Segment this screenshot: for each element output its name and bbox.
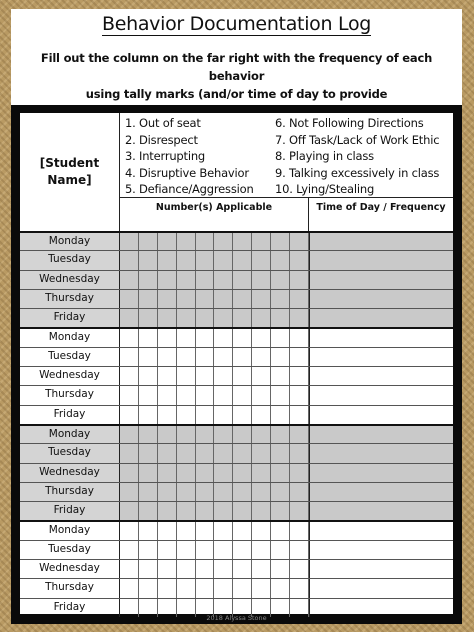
day-row [20,424,453,443]
copyright-footer: 2018 Alyssa Stone [206,614,267,622]
behavior-number-cell[interactable] [158,579,177,597]
day-label: Tuesday [20,541,120,559]
behavior-number-cell[interactable] [252,233,271,250]
behavior-item: 10. Lying/Stealing [275,182,375,196]
behavior-number-cell[interactable] [214,541,233,559]
behavior-number-cell[interactable] [271,406,290,424]
behavior-number-cell[interactable] [158,329,177,346]
numbers-applicable-header: Number(s) Applicable [120,198,309,231]
behavior-number-cell[interactable] [139,367,158,385]
behavior-number-cell[interactable] [233,579,252,597]
behavior-number-cell[interactable] [196,426,215,443]
behavior-number-cell[interactable] [271,290,290,308]
behavior-number-cell[interactable] [139,426,158,443]
behavior-number-cell[interactable] [252,541,271,559]
time-frequency-cell[interactable] [309,522,453,539]
behavior-number-cell[interactable] [196,367,215,385]
behavior-number-cell[interactable] [271,348,290,366]
day-row [20,559,453,578]
student-label-line: Name] [47,173,92,187]
time-frequency-cell[interactable] [309,464,453,482]
behavior-number-cell[interactable] [177,386,196,404]
behavior-number-cell[interactable] [196,579,215,597]
behavior-number-cell[interactable] [158,541,177,559]
behavior-number-cell[interactable] [252,579,271,597]
behavior-item: 6. Not Following Directions [275,116,424,130]
behavior-number-cell[interactable] [252,251,271,269]
behavior-number-cell[interactable] [290,560,309,578]
day-row [20,578,453,597]
behavior-number-cell[interactable] [214,329,233,346]
behavior-number-cell[interactable] [120,233,139,250]
behavior-number-cell[interactable] [252,502,271,520]
day-label: Thursday [20,386,120,404]
behavior-number-cell[interactable] [158,348,177,366]
behavior-number-cell[interactable] [120,426,139,443]
behavior-item: 2. Disrespect [125,132,198,147]
behavior-number-cell[interactable] [158,560,177,578]
behavior-number-cell[interactable] [139,522,158,539]
behavior-number-cell[interactable] [139,290,158,308]
behavior-number-cell[interactable] [177,367,196,385]
day-label: Monday [20,426,120,443]
behavior-number-cell[interactable] [158,406,177,424]
behavior-number-cell[interactable] [290,271,309,289]
day-label: Wednesday [20,271,120,289]
behavior-number-cell[interactable] [233,233,252,250]
behavior-number-cell[interactable] [177,464,196,482]
behavior-number-cell[interactable] [233,309,252,327]
day-label: Friday [20,599,120,617]
behavior-number-cell[interactable] [290,348,309,366]
behavior-number-cell[interactable] [196,251,215,269]
behavior-number-cell[interactable] [214,502,233,520]
behavior-number-cell[interactable] [120,386,139,404]
behavior-number-cell[interactable] [158,290,177,308]
day-label: Tuesday [20,348,120,366]
day-row [20,482,453,501]
behavior-number-cell[interactable] [252,483,271,501]
student-label-line: [Student [39,156,100,170]
day-label: Tuesday [20,251,120,269]
behavior-number-cell[interactable] [252,348,271,366]
behavior-number-cell[interactable] [120,541,139,559]
behavior-number-cell[interactable] [271,483,290,501]
behavior-number-cell[interactable] [252,444,271,462]
behavior-number-cell[interactable] [158,271,177,289]
behavior-number-cell[interactable] [271,541,290,559]
behavior-number-cell[interactable] [120,367,139,385]
time-frequency-cell[interactable] [309,579,453,597]
time-frequency-cell[interactable] [309,251,453,269]
behavior-number-cell[interactable] [233,444,252,462]
behavior-number-cell[interactable] [139,271,158,289]
behavior-number-cell[interactable] [196,386,215,404]
behavior-number-cell[interactable] [271,464,290,482]
behavior-number-cell[interactable] [233,406,252,424]
behavior-number-cell[interactable] [290,483,309,501]
day-label: Monday [20,522,120,539]
day-label: Friday [20,406,120,424]
behavior-number-cell[interactable] [196,502,215,520]
day-row [20,347,453,366]
day-label: Monday [20,233,120,250]
behavior-number-cell[interactable] [158,367,177,385]
behavior-number-cell[interactable] [290,579,309,597]
behavior-number-cell[interactable] [214,406,233,424]
behavior-number-cell[interactable] [196,309,215,327]
behavior-number-cell[interactable] [139,502,158,520]
behavior-number-cell[interactable] [271,271,290,289]
behavior-number-cell[interactable] [233,251,252,269]
behavior-number-cell[interactable] [290,233,309,250]
day-label: Monday [20,329,120,346]
behavior-number-cell[interactable] [271,560,290,578]
behavior-number-cell[interactable] [290,464,309,482]
time-frequency-cell[interactable] [309,483,453,501]
behavior-number-cell[interactable] [252,367,271,385]
behavior-number-cell[interactable] [139,386,158,404]
time-frequency-cell[interactable] [309,444,453,462]
log-table [20,113,453,614]
behavior-number-cell[interactable] [252,386,271,404]
day-label: Wednesday [20,464,120,482]
behavior-number-cell[interactable] [233,464,252,482]
behavior-number-cell[interactable] [120,464,139,482]
behavior-number-cell[interactable] [139,560,158,578]
behavior-number-cell[interactable] [177,560,196,578]
behavior-number-cell[interactable] [290,386,309,404]
behavior-item: 1. Out of seat [125,116,201,130]
behavior-number-cell[interactable] [177,329,196,346]
behavior-number-cell[interactable] [139,348,158,366]
behavior-number-cell[interactable] [177,502,196,520]
behavior-number-cell[interactable] [196,233,215,250]
behavior-item: 8. Playing in class [275,149,374,163]
behavior-number-cell[interactable] [252,426,271,443]
day-row [20,327,453,346]
behavior-number-cell[interactable] [139,251,158,269]
behavior-number-cell[interactable] [214,290,233,308]
day-label: Thursday [20,579,120,597]
behavior-number-cell[interactable] [196,560,215,578]
behavior-number-cell[interactable] [120,502,139,520]
behavior-number-cell[interactable] [196,464,215,482]
behavior-number-cell[interactable] [290,426,309,443]
behavior-number-cell[interactable] [120,579,139,597]
time-frequency-cell[interactable] [309,271,453,289]
behavior-number-cell[interactable] [271,522,290,539]
behavior-number-cell[interactable] [233,483,252,501]
behavior-number-cell[interactable] [196,483,215,501]
day-label: Tuesday [20,444,120,462]
behavior-number-cell[interactable] [177,233,196,250]
day-row [20,443,453,462]
behavior-number-cell[interactable] [139,406,158,424]
behavior-number-cell[interactable] [214,444,233,462]
behavior-number-cell[interactable] [177,271,196,289]
behavior-number-cell[interactable] [158,444,177,462]
behavior-number-cell[interactable] [233,348,252,366]
behavior-number-cell[interactable] [158,522,177,539]
behavior-number-cell[interactable] [158,502,177,520]
behavior-number-cell[interactable] [214,579,233,597]
behavior-number-cell[interactable] [177,426,196,443]
behavior-number-cell[interactable] [252,560,271,578]
behavior-item: 3. Interrupting [125,149,206,163]
behavior-number-cell[interactable] [120,271,139,289]
behavior-number-cell[interactable] [139,233,158,250]
day-label: Thursday [20,483,120,501]
time-frequency-cell[interactable] [309,233,453,250]
day-row [20,385,453,404]
behavior-number-cell[interactable] [177,406,196,424]
behavior-number-cell[interactable] [290,541,309,559]
behavior-number-cell[interactable] [252,464,271,482]
day-row [20,250,453,269]
day-label: Friday [20,502,120,520]
day-label: Wednesday [20,560,120,578]
behavior-number-cell[interactable] [252,329,271,346]
day-row [20,289,453,308]
behavior-list-right [275,115,439,198]
behavior-number-cell[interactable] [177,579,196,597]
behavior-number-cell[interactable] [271,444,290,462]
behavior-number-cell[interactable] [233,367,252,385]
behavior-number-cell[interactable] [120,309,139,327]
behavior-number-cell[interactable] [196,348,215,366]
day-row [20,366,453,385]
behavior-number-cell[interactable] [120,290,139,308]
behavior-number-cell[interactable] [158,426,177,443]
behavior-number-cell[interactable] [158,251,177,269]
time-frequency-cell[interactable] [309,367,453,385]
behavior-item: 9. Talking excessively in class [275,165,440,180]
behavior-number-cell[interactable] [290,329,309,346]
behavior-number-cell[interactable] [271,251,290,269]
behavior-number-cell[interactable] [177,541,196,559]
behavior-number-cell[interactable] [196,444,215,462]
behavior-number-cell[interactable] [139,309,158,327]
behavior-number-cell[interactable] [233,386,252,404]
behavior-number-cell[interactable] [214,309,233,327]
time-frequency-cell[interactable] [309,502,453,520]
time-frequency-header: Time of Day / Frequency [316,202,446,213]
behavior-number-cell[interactable] [290,367,309,385]
behavior-number-cell[interactable] [139,444,158,462]
day-row [20,520,453,539]
behavior-number-cell[interactable] [196,271,215,289]
day-row [20,463,453,482]
behavior-number-cell[interactable] [177,290,196,308]
behavior-number-cell[interactable] [271,502,290,520]
time-frequency-cell[interactable] [309,329,453,346]
behavior-number-cell[interactable] [120,444,139,462]
behavior-number-cell[interactable] [252,522,271,539]
behavior-number-cell[interactable] [139,483,158,501]
behavior-number-cell[interactable] [271,367,290,385]
behavior-number-cell[interactable] [158,309,177,327]
behavior-number-cell[interactable] [252,309,271,327]
behavior-number-cell[interactable] [271,233,290,250]
behavior-number-cell[interactable] [120,406,139,424]
behavior-number-cell[interactable] [252,406,271,424]
behavior-number-cell[interactable] [214,483,233,501]
behavior-number-cell[interactable] [177,348,196,366]
behavior-number-cell[interactable] [120,522,139,539]
behavior-number-cell[interactable] [290,502,309,520]
behavior-number-cell[interactable] [214,560,233,578]
behavior-key [120,113,453,198]
behavior-number-cell[interactable] [196,329,215,346]
behavior-number-cell[interactable] [177,444,196,462]
time-frequency-cell[interactable] [309,290,453,308]
behavior-number-cell[interactable] [290,444,309,462]
behavior-number-cell[interactable] [177,309,196,327]
behavior-number-cell[interactable] [214,464,233,482]
behavior-number-cell[interactable] [120,348,139,366]
log-table-frame [11,105,462,624]
behavior-number-cell[interactable] [120,251,139,269]
day-row [20,540,453,559]
behavior-number-cell[interactable] [214,251,233,269]
day-row [20,501,453,520]
behavior-number-cell[interactable] [120,483,139,501]
behavior-item: 7. Off Task/Lack of Work Ethic [275,132,440,147]
behavior-number-cell[interactable] [233,502,252,520]
time-frequency-cell[interactable] [309,426,453,443]
behavior-number-cell[interactable] [120,560,139,578]
behavior-number-cell[interactable] [214,367,233,385]
behavior-number-cell[interactable] [214,386,233,404]
behavior-number-cell[interactable] [214,271,233,289]
behavior-number-cell[interactable] [233,522,252,539]
time-frequency-cell[interactable] [309,560,453,578]
behavior-number-cell[interactable] [196,406,215,424]
behavior-number-cell[interactable] [139,329,158,346]
day-label: Friday [20,309,120,327]
day-label: Thursday [20,290,120,308]
behavior-number-cell[interactable] [271,329,290,346]
behavior-number-cell[interactable] [233,560,252,578]
time-frequency-cell[interactable] [309,541,453,559]
behavior-number-cell[interactable] [233,329,252,346]
behavior-number-cell[interactable] [158,386,177,404]
time-frequency-cell[interactable] [309,309,453,327]
behavior-number-cell[interactable] [271,579,290,597]
behavior-number-cell[interactable] [290,522,309,539]
behavior-number-cell[interactable] [158,233,177,250]
behavior-number-cell[interactable] [252,271,271,289]
behavior-number-cell[interactable] [158,464,177,482]
behavior-number-cell[interactable] [233,271,252,289]
behavior-number-cell[interactable] [271,309,290,327]
behavior-number-cell[interactable] [139,464,158,482]
behavior-list-left [125,115,254,198]
student-name-field[interactable] [20,113,120,231]
behavior-number-cell[interactable] [290,406,309,424]
behavior-number-cell[interactable] [177,251,196,269]
behavior-number-cell[interactable] [290,290,309,308]
behavior-number-cell[interactable] [214,233,233,250]
page-title: Behavior Documentation Log [101,13,372,35]
behavior-number-cell[interactable] [139,579,158,597]
day-row [20,308,453,327]
behavior-number-cell[interactable] [252,290,271,308]
behavior-number-cell[interactable] [196,522,215,539]
behavior-item: 5. Defiance/Aggression [125,182,254,196]
time-frequency-cell[interactable] [309,386,453,404]
behavior-number-cell[interactable] [233,541,252,559]
behavior-number-cell[interactable] [139,541,158,559]
instruction-line: Fill out the column on the far right with the frequency of each behavior [40,51,433,83]
instruction-line: using tally marks (and/or time of day to provide [85,87,388,101]
behavior-item: 4. Disruptive Behavior [125,165,249,180]
day-label: Wednesday [20,367,120,385]
time-frequency-cell[interactable] [309,348,453,366]
behavior-number-cell[interactable] [233,290,252,308]
behavior-number-cell[interactable] [290,251,309,269]
behavior-number-cell[interactable] [196,290,215,308]
behavior-number-cell[interactable] [120,329,139,346]
behavior-number-cell[interactable] [177,483,196,501]
day-row [20,231,453,250]
behavior-number-cell[interactable] [196,541,215,559]
time-frequency-cell[interactable] [309,406,453,424]
behavior-number-cell[interactable] [290,309,309,327]
log-sheet [11,9,462,624]
behavior-number-cell[interactable] [214,348,233,366]
day-row [20,405,453,424]
day-row [20,270,453,289]
behavior-number-cell[interactable] [214,522,233,539]
behavior-number-cell[interactable] [271,386,290,404]
behavior-number-cell[interactable] [177,522,196,539]
behavior-number-cell[interactable] [233,426,252,443]
behavior-number-cell[interactable] [214,426,233,443]
behavior-number-cell[interactable] [158,483,177,501]
day-grid [20,231,453,617]
behavior-number-cell[interactable] [271,426,290,443]
